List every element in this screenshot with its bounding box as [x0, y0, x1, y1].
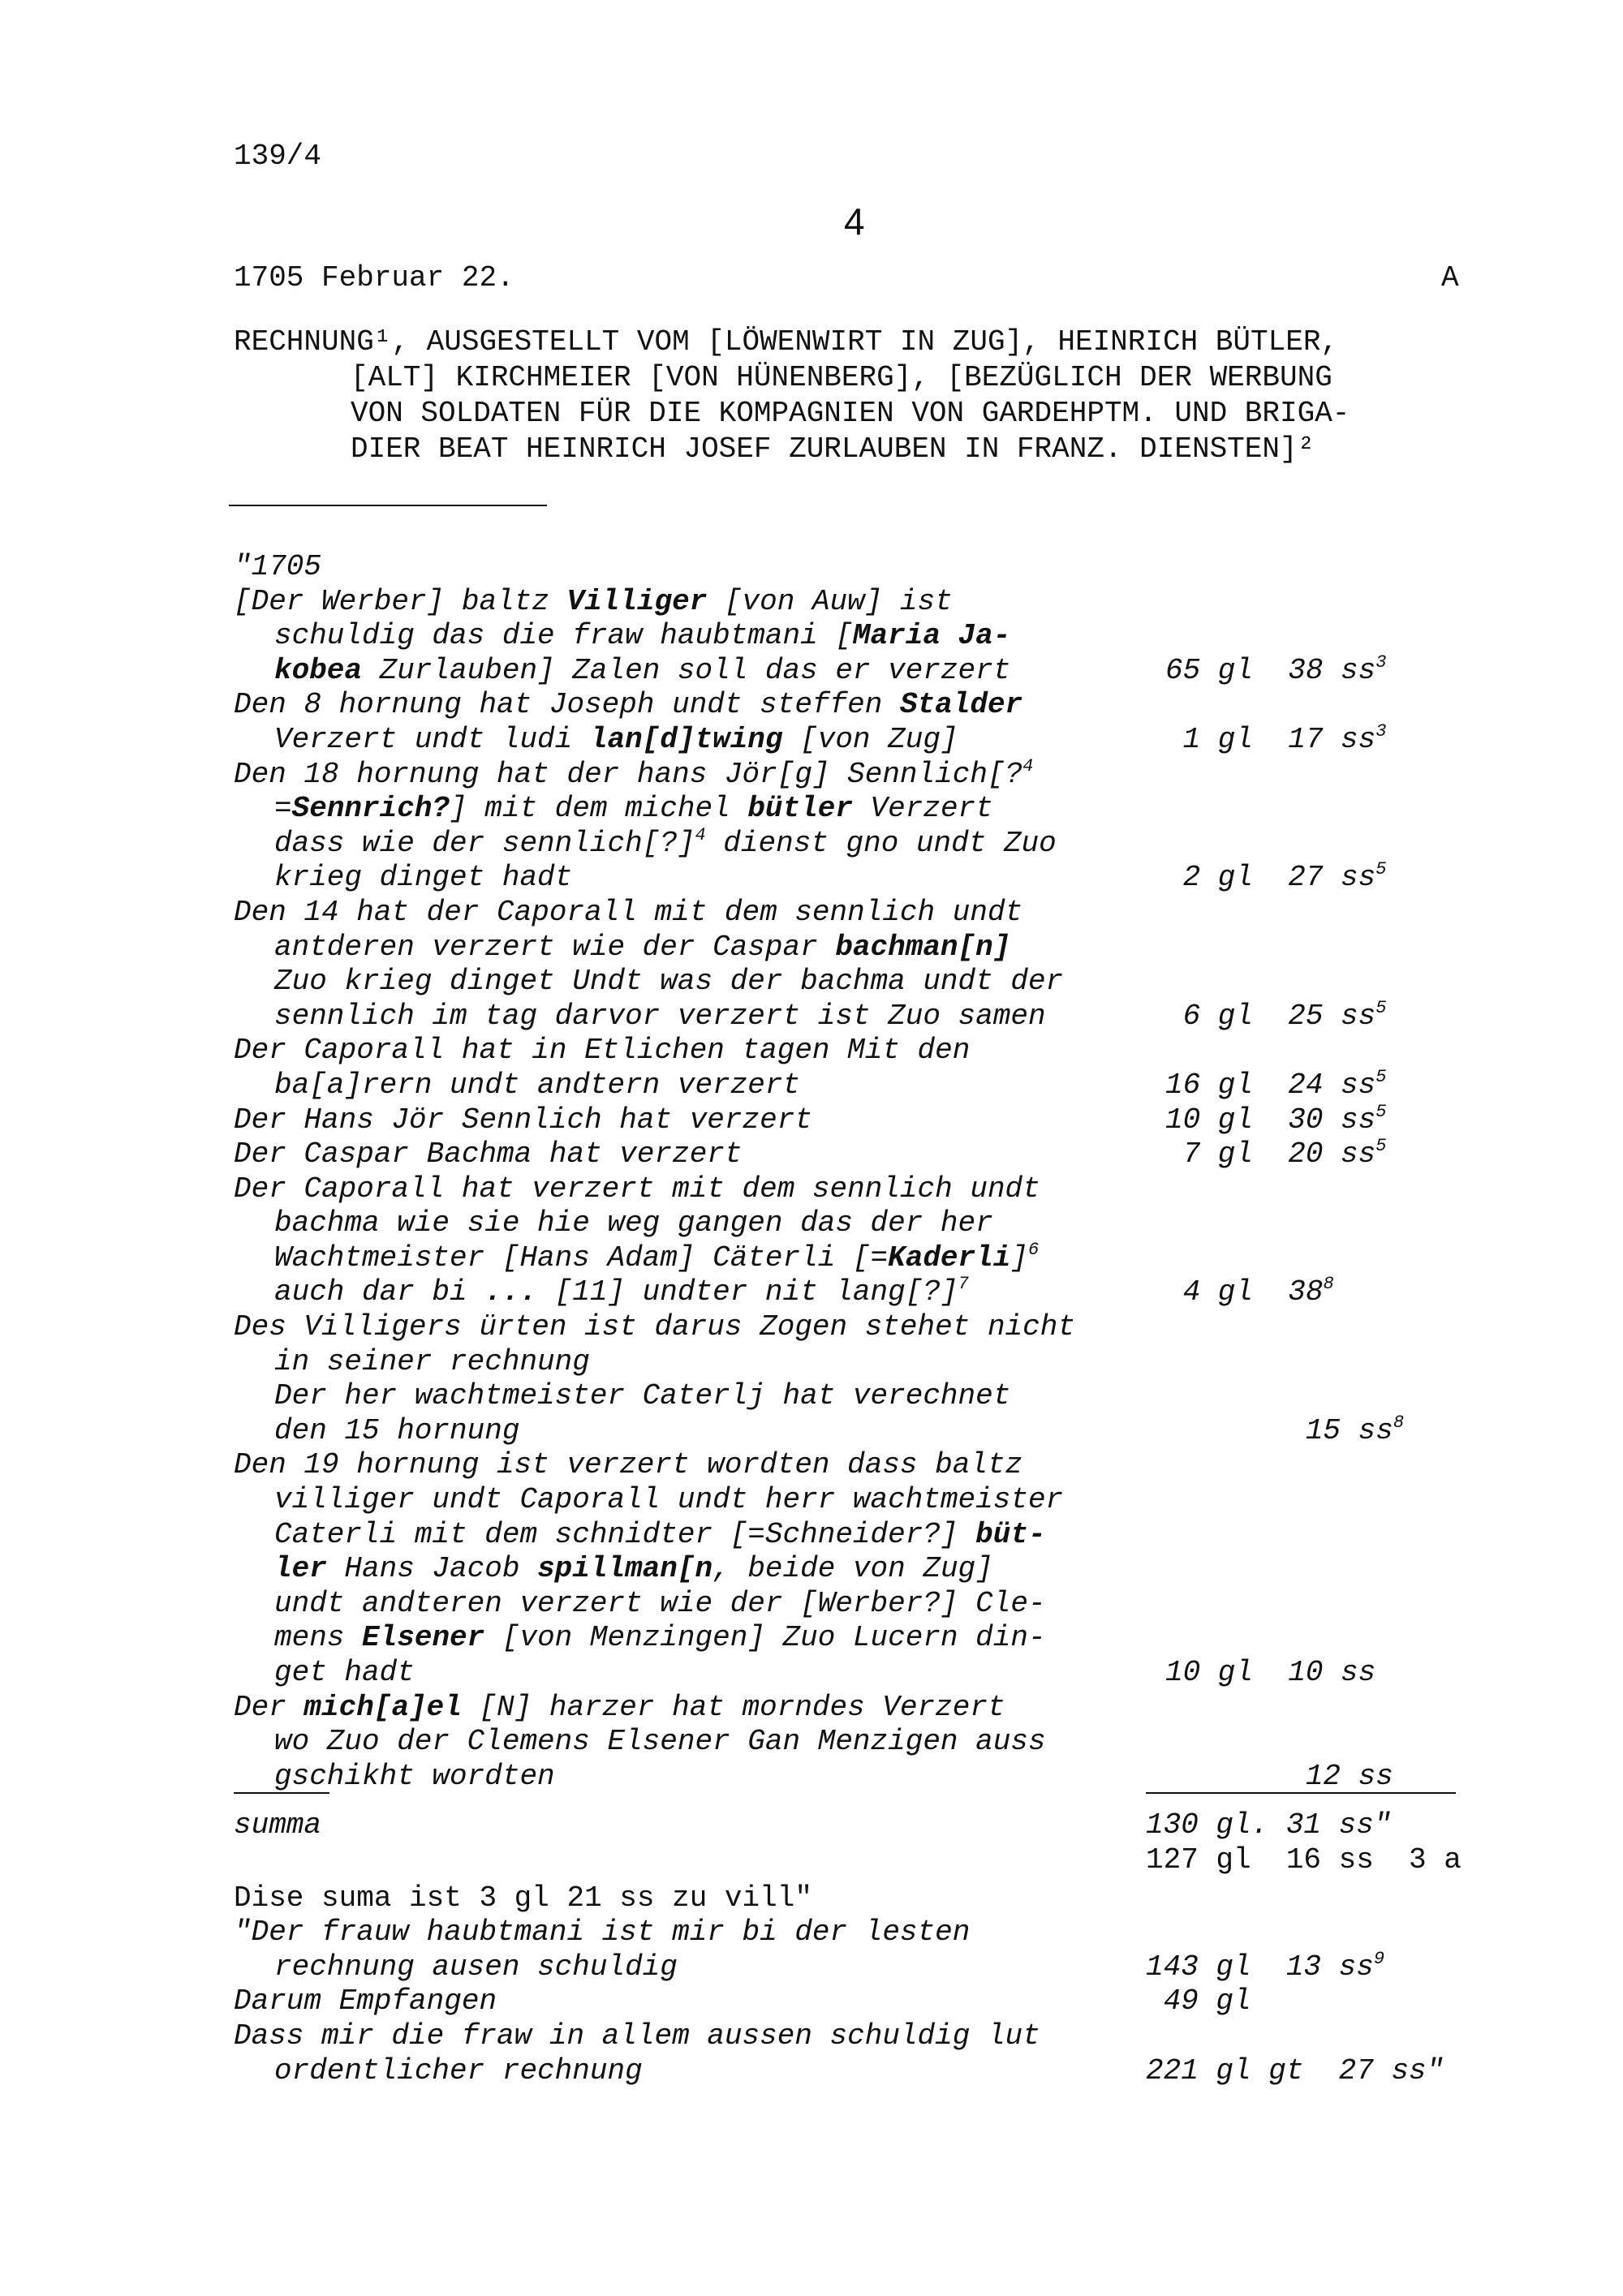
- page-reference: 139/4: [234, 140, 322, 173]
- entry-text: [274, 824, 1057, 862]
- entry-row: [234, 1483, 1483, 1518]
- footnote-marker: 7: [958, 1274, 969, 1295]
- entry-text-part: in seiner rechnung: [274, 1344, 590, 1378]
- entry-row: [234, 1552, 1483, 1587]
- entry-name-bold: ler: [274, 1552, 327, 1586]
- entry-amount: [1165, 1068, 1386, 1103]
- footnote-marker: 3: [1375, 720, 1387, 742]
- entry-text: [274, 1345, 590, 1380]
- footnote-marker: 4: [1022, 755, 1034, 776]
- entry-text: [274, 1552, 993, 1587]
- amount-value: 10 gl 30 ss: [1165, 1103, 1376, 1137]
- entry-text: [274, 931, 1010, 965]
- title-line-4: DIER BEAT HEINRICH JOSEF ZURLAUBEN IN FRANZ. DIENSTEN]²: [351, 432, 1315, 466]
- footnote-marker: 6: [1027, 1239, 1040, 1260]
- entry-text: [274, 861, 572, 896]
- entry-text-part: [N] harzer hat morndes Verzert: [461, 1690, 1005, 1724]
- entry-row: [234, 1725, 1483, 1760]
- footnote-marker: 5: [1375, 1101, 1387, 1122]
- entry-text: [274, 1068, 800, 1103]
- entry-text-part: "Der frauw haubtmani ist mir bi der lesten: [234, 1915, 971, 1950]
- entry-text: [234, 688, 1022, 723]
- entry-text: [274, 654, 1010, 689]
- entry-row: [234, 1587, 1483, 1622]
- entry-text-part: dass wie der sennlich[?]: [274, 826, 695, 860]
- footnote-marker: 5: [1375, 859, 1387, 880]
- entry-text-part: ] mit dem michel: [450, 792, 748, 826]
- entry-text: [274, 1656, 415, 1691]
- entry-amount: [1165, 1137, 1386, 1172]
- entry-row: [234, 1275, 1483, 1310]
- amount-value: 1 gl 17 ss: [1165, 722, 1376, 756]
- entry-text: [234, 1448, 1022, 1483]
- entry-text-part: Den 18 hornung hat der hans Jör[g] Sennlich[?: [234, 757, 1023, 791]
- entry-text-part: [von Zug]: [782, 722, 958, 756]
- entry-row: [234, 1656, 1483, 1691]
- entry-text-part: undt andteren verzert wie der [Werber?] Cle-: [274, 1586, 1046, 1620]
- footnote-marker: 5: [1375, 1136, 1387, 1157]
- entry-text-part: Hans Jacob: [326, 1552, 538, 1586]
- entry-text-part: Zurlauben] Zalen soll das er verzert: [362, 653, 1011, 687]
- entry-row: [234, 1448, 1483, 1483]
- entry-text: [274, 2054, 643, 2089]
- document-letter: A: [1441, 261, 1459, 295]
- account-entries: [234, 550, 1483, 2088]
- entry-amount: [1165, 1414, 1404, 1449]
- entry-name-bold: mich[a]el: [304, 1690, 462, 1724]
- sum-rule-left: [234, 1792, 329, 1794]
- footnote-marker: 5: [1375, 997, 1387, 1018]
- entry-text: [274, 1241, 1039, 1276]
- entry-row: [234, 997, 1483, 1034]
- entry-row: [234, 755, 1483, 793]
- entry-row: [234, 1760, 1483, 1795]
- amount-value: 127 gl 16 ss 3 a: [1146, 1842, 1462, 1877]
- entry-text: [274, 1725, 1046, 1760]
- entry-amount: [1165, 1275, 1334, 1310]
- entry-row: [234, 1137, 1483, 1172]
- entry-name-bold: kobea: [274, 653, 363, 687]
- entry-text-part: get hadt: [274, 1656, 415, 1689]
- entry-text-part: antderen verzert wie der Caspar: [274, 930, 836, 964]
- entry-text-part: auch dar bi: [274, 1275, 485, 1309]
- entry-row: [234, 792, 1483, 827]
- entry-text-part: villiger undt Caporall undt herr wachtmeister: [274, 1483, 1064, 1517]
- entry-text: [234, 1137, 743, 1172]
- entry-text-part: ]: [1010, 1240, 1028, 1275]
- entry-amount: [1146, 2054, 1444, 2089]
- entry-name-bold: Villiger: [566, 584, 708, 618]
- entry-text: [234, 1034, 970, 1068]
- entry-amount: [1165, 1656, 1375, 1691]
- entry-text-part: [von Auw] ist: [707, 584, 953, 618]
- entry-name-bold: büt-: [975, 1517, 1046, 1551]
- entry-row: [234, 720, 1483, 758]
- entry-text: [234, 896, 1022, 931]
- entry-text: [274, 792, 993, 827]
- entry-row: [234, 896, 1483, 931]
- entry-text-part: Der: [234, 1690, 304, 1724]
- entry-text-part: ba[a]rern undt andtern verzert: [274, 1068, 801, 1102]
- entry-text-part: ordentlicher rechnung: [274, 2053, 643, 2087]
- footnote-marker: 5: [1375, 1066, 1387, 1087]
- entry-text: [274, 1000, 1046, 1034]
- entry-text: [234, 550, 321, 585]
- entry-amount: [1165, 651, 1387, 689]
- entry-row: [234, 688, 1483, 723]
- entry-row: [234, 1172, 1483, 1207]
- entry-row: [234, 1808, 1483, 1843]
- entry-amount: [1146, 1984, 1251, 2019]
- title-line-3: VON SOLDATEN FÜR DIE KOMPAGNIEN VON GARDEHPTM. UND BRIGA-: [351, 397, 1350, 430]
- entry-amount: [1146, 1950, 1384, 1985]
- entry-text: [234, 1808, 321, 1843]
- footnote-marker: 8: [1323, 1274, 1334, 1295]
- entry-text: [234, 1310, 1075, 1345]
- entry-text-part: Der Caspar Bachma hat verzert: [234, 1137, 743, 1172]
- entry-text: [234, 1172, 1040, 1207]
- entry-text-part: Dass mir die fraw in allem aussen schuldig lut: [234, 2019, 1040, 2053]
- entry-row: [234, 1518, 1483, 1553]
- entry-text: [234, 1984, 497, 2019]
- document-date: 1705 Februar 22.: [234, 261, 514, 295]
- entry-text-part: mens: [274, 1621, 363, 1655]
- entry-row: [234, 651, 1483, 689]
- entry-name-bold: Elsener: [362, 1621, 485, 1655]
- entry-row: [234, 2019, 1483, 2054]
- entry-text-part: , beide von Zug]: [712, 1552, 993, 1586]
- entry-text-part: Verzert undt ludi: [274, 722, 590, 756]
- amount-value: 130 gl. 31 ss": [1146, 1808, 1392, 1842]
- title-line-1: RECHNUNG¹, AUSGESTELLT VOM [LÖWENWIRT IN ZUG], HEINRICH BÜTLER,: [234, 325, 1339, 359]
- entry-row: [234, 1103, 1483, 1138]
- entry-text-part: Des Villigers ürten ist darus Zogen stehet nicht: [234, 1310, 1075, 1344]
- entry-text: [274, 723, 958, 758]
- entry-row: [234, 1241, 1483, 1276]
- entry-text-part: schuldig das die fraw haubtmani [: [274, 619, 853, 653]
- entry-text-part: [von Menzingen] Zuo Lucern din-: [484, 1621, 1046, 1655]
- entry-text: [274, 1483, 1063, 1518]
- entry-name-bold: spillman[n: [537, 1552, 713, 1586]
- entry-text: [234, 1881, 812, 1916]
- entry-text-part: Der Caporall hat verzert mit dem sennlich undt: [234, 1172, 1040, 1206]
- entry-amount: [1165, 1103, 1386, 1138]
- amount-value: 65 gl 38 ss: [1165, 653, 1376, 687]
- entry-text: [234, 755, 1034, 793]
- entry-text-part: den 15 hornung: [274, 1413, 520, 1447]
- entry-name-bold: Sennrich?: [291, 792, 450, 826]
- footnote-marker: 4: [695, 824, 706, 845]
- entry-text-part: sennlich im tag darvor verzert ist Zuo samen: [274, 999, 1046, 1033]
- entry-name-bold: lan[d]twing: [589, 722, 783, 756]
- entry-text-part: Wachtmeister [Hans Adam] Cäterli [=: [274, 1240, 889, 1275]
- entry-text: [274, 1275, 969, 1310]
- entry-text-part: rechnung ausen schuldig: [274, 1950, 678, 1984]
- entry-text-part: Dise suma ist 3 gl 21 ss zu vill": [234, 1881, 812, 1915]
- entry-row: [234, 1691, 1483, 1726]
- amount-value: 143 gl 13 ss: [1146, 1950, 1374, 1984]
- amount-value: 10 gl 10 ss: [1165, 1656, 1376, 1689]
- amount-value: 221 gl gt 27 ss": [1146, 2053, 1444, 2087]
- entry-text: [274, 1379, 1010, 1414]
- entry-text-part: gschikht wordten: [274, 1759, 555, 1793]
- entry-row: [234, 965, 1483, 1000]
- entry-text: [234, 1691, 1005, 1726]
- entry-text: [274, 1950, 678, 1985]
- entry-text-part: wo Zuo der Clemens Elsener Gan Menzigen auss: [274, 1725, 1046, 1759]
- entry-text-part: =: [274, 792, 292, 826]
- entry-row: [234, 824, 1483, 862]
- entry-amount: [1165, 997, 1387, 1034]
- entry-text: [234, 1103, 812, 1138]
- entry-text-part: Verzert: [852, 792, 993, 826]
- entry-amount: [1165, 1760, 1393, 1795]
- entry-row: [234, 1950, 1483, 1985]
- entry-text: [274, 1518, 1046, 1553]
- entry-row: [234, 1915, 1483, 1950]
- entry-text: [274, 1587, 1046, 1622]
- entry-row: [234, 1379, 1483, 1414]
- footnote-marker: 3: [1375, 651, 1387, 673]
- entry-row: [234, 1206, 1483, 1241]
- entry-amount: [1165, 720, 1387, 758]
- entry-text-part: summa: [234, 1808, 322, 1842]
- entry-text: [274, 619, 1010, 654]
- entry-name-bold: Kaderli: [888, 1240, 1011, 1275]
- footnote-marker: 9: [1373, 1948, 1385, 1969]
- entry-row: [234, 2054, 1483, 2089]
- amount-value: 6 gl 25 ss: [1165, 999, 1376, 1033]
- entry-row: [234, 1881, 1483, 1916]
- entry-text: [234, 585, 953, 620]
- entry-name-bold: ...: [484, 1275, 538, 1309]
- amount-value: 12 ss: [1165, 1759, 1393, 1793]
- entry-row: [234, 1984, 1483, 2019]
- entry-text-part: bachma wie sie hie weg gangen das der her: [274, 1206, 993, 1240]
- entry-name-bold: Stalder: [899, 688, 1023, 722]
- entry-text-part: [Der Werber] baltz: [234, 584, 567, 618]
- entry-row: [234, 1068, 1483, 1103]
- footnote-marker: 8: [1393, 1412, 1405, 1433]
- entry-text-part: [11] undter nit lang[?]: [537, 1275, 958, 1309]
- entry-row: [234, 1034, 1483, 1068]
- entry-amount: [1146, 1808, 1391, 1843]
- entry-text: [274, 1206, 993, 1241]
- entry-text-part: Den 8 hornung hat Joseph undt steffen: [234, 688, 900, 722]
- entry-text: [234, 1915, 970, 1950]
- entry-amount: [1165, 861, 1386, 896]
- entry-amount: [1146, 1843, 1462, 1878]
- document-number: 4: [844, 200, 865, 243]
- entry-text-part: Den 19 hornung ist verzert wordten dass baltz: [234, 1448, 1023, 1482]
- footnote-rule: [229, 505, 547, 506]
- entry-text: [234, 2019, 1040, 2054]
- entry-text-part: Darum Empfangen: [234, 1984, 497, 2019]
- entry-row: [234, 1621, 1483, 1656]
- sum-rule-right: [1146, 1792, 1456, 1794]
- entry-row: [234, 1310, 1483, 1345]
- entry-text-part: Den 14 hat der Caporall mit dem sennlich undt: [234, 895, 1023, 929]
- amount-value: 4 gl 38: [1165, 1275, 1324, 1309]
- entry-row: [234, 619, 1483, 654]
- entry-text: [274, 1621, 1046, 1656]
- entry-name-bold: Maria Ja-: [852, 619, 1011, 653]
- entry-text: [274, 965, 1063, 1000]
- amount-value: 7 gl 20 ss: [1165, 1137, 1376, 1172]
- entry-text: [274, 1414, 519, 1449]
- entry-text-part: Der her wachtmeister Caterlj hat verechnet: [274, 1379, 1011, 1413]
- entry-row: [234, 861, 1483, 896]
- entry-name-bold: bütler: [747, 792, 853, 826]
- entry-name-bold: bachman[n]: [835, 930, 1011, 964]
- amount-value: 2 gl 27 ss: [1165, 861, 1376, 895]
- entry-row: [234, 585, 1483, 620]
- entry-row: [234, 931, 1483, 965]
- entry-text-part: Zuo krieg dinget Undt was der bachma undt der: [274, 965, 1064, 999]
- entry-text: [274, 1760, 555, 1795]
- entry-text-part: Der Caporall hat in Etlichen tagen Mit den: [234, 1034, 971, 1068]
- title-line-2: [ALT] KIRCHMEIER [VON HÜNENBERG], [BEZÜGLICH DER WERBUNG: [351, 361, 1332, 394]
- amount-value: 49 gl: [1146, 1984, 1251, 2019]
- entry-text-part: Caterli mit dem schnidter [=Schneider?]: [274, 1517, 976, 1551]
- amount-value: 15 ss: [1165, 1413, 1393, 1447]
- entry-row: [234, 1414, 1483, 1449]
- entry-text-part: krieg dinget hadt: [274, 861, 573, 895]
- entry-row: [234, 1843, 1483, 1878]
- entry-row: [234, 1345, 1483, 1380]
- entry-text-part: Der Hans Jör Sennlich hat verzert: [234, 1103, 812, 1137]
- entry-text-part: dienst gno undt Zuo: [705, 826, 1057, 860]
- entry-text-part: "1705: [234, 550, 322, 583]
- amount-value: 16 gl 24 ss: [1165, 1068, 1376, 1102]
- entry-row: [234, 550, 1483, 585]
